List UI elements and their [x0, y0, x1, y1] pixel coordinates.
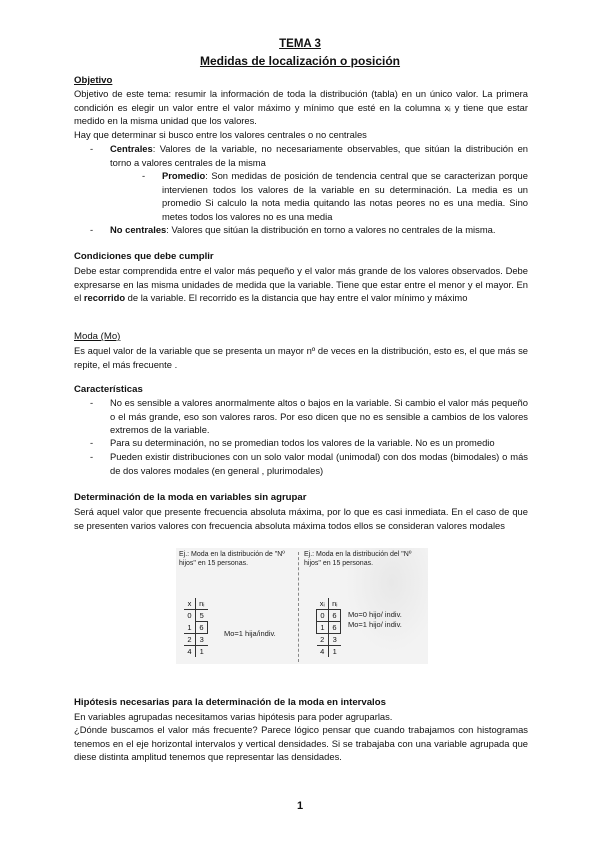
table-cell-highlighted: 1 — [317, 622, 329, 634]
right-example-caption: Ej.: Moda en la distribución del "Nº hijos" en 15 personas. — [304, 551, 412, 567]
table-cell: 1 — [329, 646, 341, 658]
determinacion-heading: Determinación de la moda en variables sin agrupar — [74, 492, 307, 503]
page-subtitle: Medidas de localización o posición — [199, 54, 401, 68]
table-cell-highlighted: 6 — [329, 622, 341, 634]
bullet-dash: - — [90, 224, 94, 235]
right-mode-result-2: Mo=1 hijo/ indiv. — [348, 620, 402, 629]
page-title: TEMA 3 — [279, 38, 321, 50]
table-header-cell: nᵢ — [329, 598, 341, 610]
table-header-cell: xᵢ — [317, 598, 329, 610]
hipotesis-paragraph: En variables agrupadas necesitamos varias hipótesis para poder agruparlas. — [74, 711, 393, 722]
condiciones-text-a: Debe estar comprendida entre el valor más pequeño y el valor más grande de los valores observados. Debe expresarse en las misma unidades de medida que la variable. Tiene que estar entre el menor y el mayor. En el — [74, 265, 528, 304]
table-cell: 0 — [184, 610, 196, 622]
caracteristicas-heading: Características — [74, 384, 143, 395]
list-item-no-centrales — [90, 223, 528, 237]
promedio-label: Promedio — [162, 170, 206, 181]
centrales-text: : Valores de la variable, no necesariamente observables, que sitúan la distribución en torno a valores centrales de la misma — [110, 143, 528, 168]
table-cell-highlighted: 6 — [329, 610, 341, 622]
list-item — [90, 436, 528, 450]
bullet-dash: - — [90, 397, 94, 408]
objetivo-heading: Objetivo — [74, 75, 113, 86]
table-cell: 3 — [196, 634, 208, 646]
table-cell: 3 — [329, 634, 341, 646]
left-example-caption: Ej.: Moda en la distribución de "Nº hijos" en 15 personas. — [179, 551, 285, 567]
table-cell-highlighted: 0 — [317, 610, 329, 622]
caracteristica-text: Para su determinación, no se promedian todos los valores de la variable. No es un promedio — [110, 437, 495, 448]
moda-heading: Moda (Mo) — [74, 331, 121, 342]
list-item-centrales — [90, 142, 528, 169]
list-item — [90, 450, 528, 477]
hipotesis-heading: Hipótesis necesarias para la determinación de la moda en intervalos — [74, 697, 386, 708]
recorrido-bold: recorrido — [83, 292, 126, 304]
objetivo-paragraph: Objetivo de este tema: resumir la información de toda la distribución (tabla) en un único valor. La primera condición es elegir un valor entre el valor máximo y mínimo que esté en la columna xᵢ y tiene que estar medido en la misma unidad que los valores. — [74, 88, 528, 127]
bullet-dash: - — [90, 451, 94, 462]
figure-divider — [298, 552, 299, 662]
condiciones-paragraph — [74, 264, 528, 305]
condiciones-text-b: de la variable. El recorrido es la distancia que hay entre el valor mínimo y máximo — [125, 292, 468, 304]
objetivo-paragraph-2: Hay que determinar si busco entre los valores centrales o no centrales — [74, 129, 367, 140]
determinacion-paragraph: Será aquel valor que presente frecuencia absoluta máxima, por lo que es casi inmediata. En el caso de que se presenten varios valores con frecuencia absoluta máxima todos ellos se consideran valores modales — [74, 506, 528, 531]
moda-examples-figure — [176, 548, 428, 664]
condiciones-heading: Condiciones que debe cumplir — [74, 251, 214, 262]
no-centrales-text: : Valores que sitúan la distribución en torno a valores no centrales de la misma. — [166, 224, 496, 235]
left-mode-result: Mo=1 hija/indiv. — [224, 629, 276, 638]
table-cell: 4 — [317, 646, 329, 658]
table-cell: 2 — [317, 634, 329, 646]
table-header-cell: x — [184, 598, 196, 610]
centrales-label: Centrales — [110, 143, 153, 154]
bullet-dash: - — [142, 170, 146, 181]
table-cell: 2 — [184, 634, 196, 646]
table-cell: 1 — [184, 622, 196, 634]
list-item — [90, 396, 528, 437]
table-cell-highlighted: 6 — [196, 622, 208, 634]
caracteristica-text: Pueden existir distribuciones con un solo valor modal (unimodal) con dos modas (bimodales) o más de dos valores modales (en general , plurimodales) — [110, 451, 528, 476]
no-centrales-label: No centrales — [110, 224, 167, 235]
page-number: 1 — [296, 800, 304, 812]
right-mode-result-1: Mo=0 hijo/ indiv. — [348, 610, 402, 619]
hipotesis-paragraph-2: ¿Dónde buscamos el valor más frecuente? Parece lógico pensar que cuando trabajamos con histogramas tenemos en el eje horizontal intervalos y vertical densidades. Si se trabajaba con una variable agrupada que diese distinta amplitud tenemos que representar las densidades. — [74, 724, 528, 763]
caracteristica-text: No es sensible a valores anormalmente altos o bajos en la variable. Si cambio el valor más pequeño o el más grande, eso son valores raros. Por eso dicen que no es sensible a cambios de los valores extremos de la variable. — [110, 397, 528, 436]
list-item-promedio — [142, 169, 528, 223]
bullet-dash: - — [90, 437, 94, 448]
promedio-text: : Son medidas de posición de tendencia central que se caracterizan porque intervienen todos los valores de la variable en su determinación. La media es un promedio Si calculo la nota media quitando las notas peores no es una media. Sino metes todos los valores no es una media — [162, 170, 528, 222]
table-cell: 5 — [199, 611, 204, 620]
left-frequency-table — [184, 598, 208, 657]
bullet-dash: - — [90, 143, 94, 154]
table-cell: 1 — [196, 646, 208, 658]
right-frequency-table — [316, 598, 341, 657]
table-header-cell: nᵢ — [196, 598, 208, 610]
moda-paragraph: Es aquel valor de la variable que se presenta un mayor nº de veces en la distribución, esto es, el que más se repite, el más frecuente . — [74, 345, 528, 370]
table-cell: 4 — [184, 646, 196, 658]
